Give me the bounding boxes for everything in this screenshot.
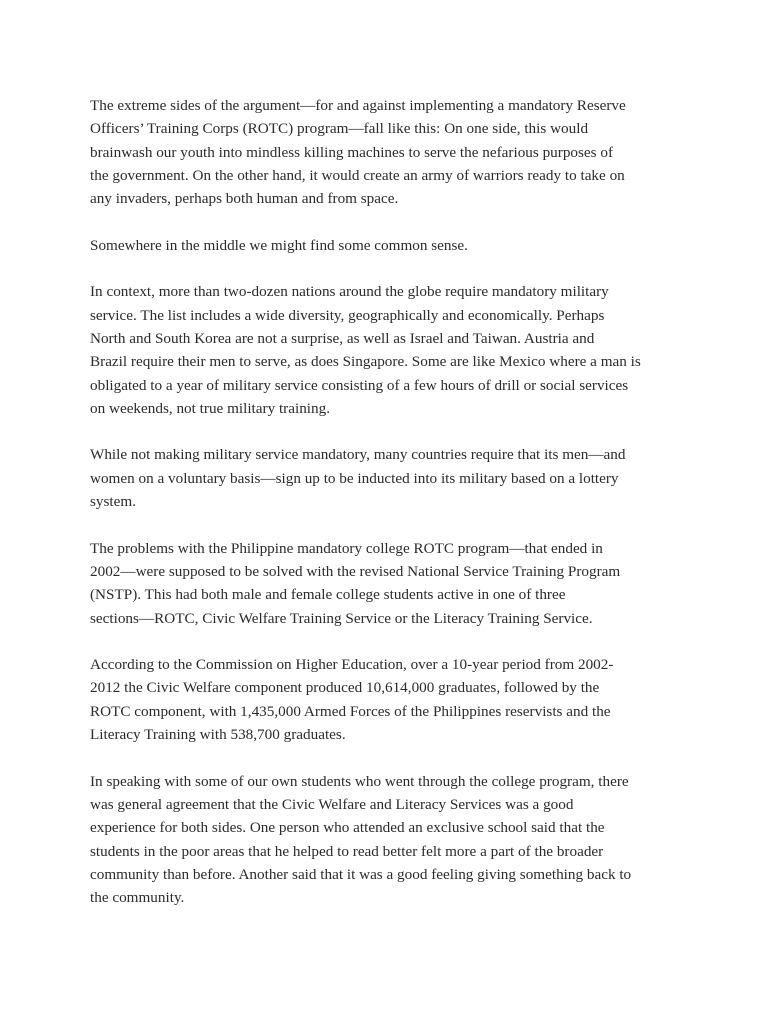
text-line: students in the poor areas that he helped to read better felt more a part of the broader	[90, 842, 604, 860]
text-line: on weekends, not true military training.	[90, 399, 330, 417]
text-line: In context, more than two-dozen nations around the globe require mandatory military	[90, 283, 609, 301]
paragraph-student-experience	[90, 770, 690, 910]
text-line: (NSTP). This had both male and female college students active in one of three	[90, 586, 566, 604]
paragraph-ched-statistics	[90, 653, 690, 746]
text-line: In speaking with some of our own students who went through the college program, there	[90, 772, 629, 790]
text-line: Somewhere in the middle we might find some common sense.	[90, 236, 468, 254]
text-line: was general agreement that the Civic Welfare and Literacy Services was a good	[90, 795, 574, 813]
paragraph-argument-sides	[90, 94, 690, 210]
text-line: 2012 the Civic Welfare component produced 10,614,000 graduates, followed by the	[90, 679, 600, 697]
text-line: While not making military service mandatory, many countries require that its men—and	[90, 446, 626, 464]
text-line: community than before. Another said that it was a good feeling giving something back to	[90, 865, 632, 883]
text-line: The extreme sides of the argument—for and against implementing a mandatory Reserve	[90, 97, 626, 114]
paragraph-lottery	[90, 443, 690, 513]
text-line: women on a voluntary basis—sign up to be inducted into its military based on a lottery	[90, 469, 619, 487]
text-line: ROTC component, with 1,435,000 Armed Forces of the Philippines reservists and the	[90, 702, 611, 720]
text-line: obligated to a year of military service consisting of a few hours of drill or social services	[90, 376, 629, 394]
text-line: According to the Commission on Higher Education, over a 10-year period from 2002-	[90, 656, 614, 674]
text-line: Officers’ Training Corps (ROTC) program—fall like this: On one side, this would	[90, 120, 589, 138]
paragraph-context	[90, 280, 690, 420]
paragraph-common-sense	[90, 234, 690, 257]
text-line: Literacy Training with 538,700 graduates.	[90, 726, 346, 744]
text-line: The problems with the Philippine mandatory college ROTC program—that ended in	[90, 539, 603, 557]
text-line: brainwash our youth into mindless killing machines to serve the nefarious purposes of	[90, 143, 614, 161]
paragraph-nstp	[90, 537, 690, 630]
text-line: North and South Korea are not a surprise, as well as Israel and Taiwan. Austria and	[90, 329, 595, 347]
text-line: sections—ROTC, Civic Welfare Training Service or the Literacy Training Service.	[90, 609, 593, 627]
text-line: experience for both sides. One person who attended an exclusive school said that the	[90, 819, 605, 837]
text-line: the community.	[90, 889, 185, 907]
text-line: 2002—were supposed to be solved with the revised National Service Training Program	[90, 562, 621, 580]
text-line: the government. On the other hand, it would create an army of warriors ready to take on	[90, 166, 625, 184]
document-body	[90, 94, 690, 933]
text-line: Brazil require their men to serve, as does Singapore. Some are like Mexico where a man is	[90, 353, 641, 371]
text-line: service. The list includes a wide diversity, geographically and economically. Perhaps	[90, 306, 605, 324]
text-line: system.	[90, 493, 136, 511]
text-line: any invaders, perhaps both human and from space.	[90, 190, 399, 208]
